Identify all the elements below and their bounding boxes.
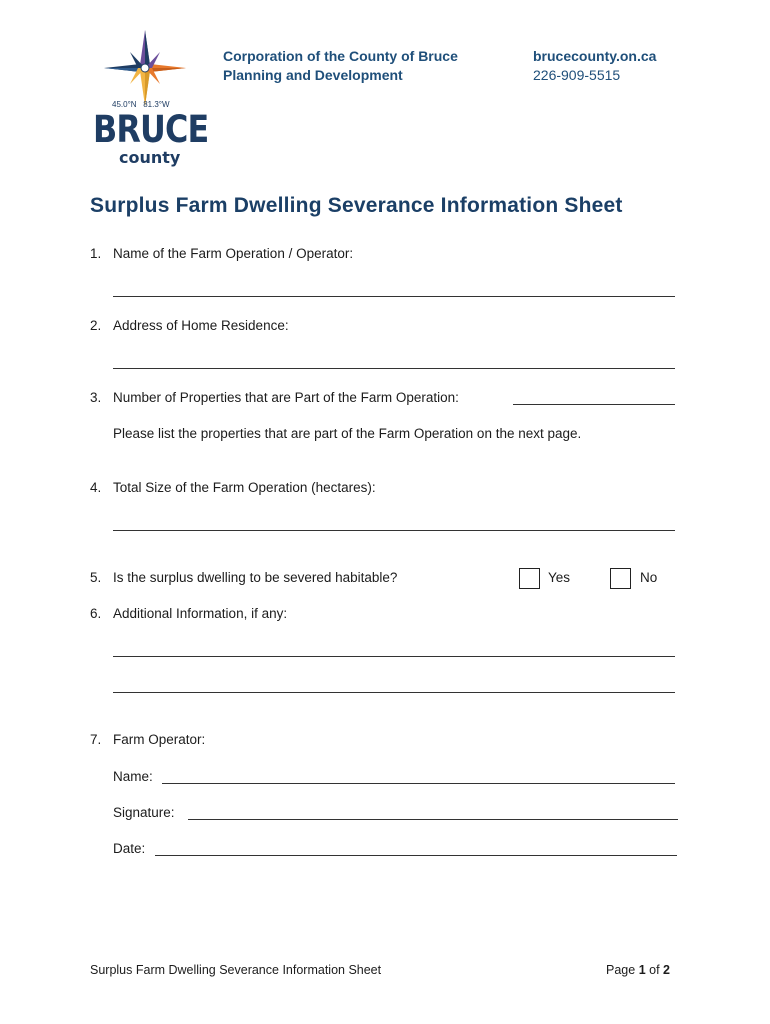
home-address-field[interactable] — [113, 368, 675, 369]
properties-note: Please list the properties that are part of the Farm Operation on the next page. — [113, 426, 582, 441]
logo-subname: county — [119, 148, 181, 167]
signature-field[interactable] — [188, 819, 678, 820]
operator-name-field[interactable] — [162, 783, 675, 784]
question-2 — [90, 318, 289, 333]
signature-label: Signature: — [113, 805, 175, 820]
additional-info-field-2[interactable] — [113, 692, 675, 693]
question-number: 6. — [90, 606, 102, 621]
question-number: 3. — [90, 390, 102, 405]
no-label: No — [640, 570, 658, 585]
page-indicator — [606, 963, 670, 977]
operator-name-label: Name: — [113, 769, 153, 784]
number-of-properties-field[interactable] — [513, 404, 675, 405]
phone-number: 226-909-5515 — [533, 67, 621, 83]
question-number: 7. — [90, 732, 102, 747]
yes-label: Yes — [548, 570, 571, 585]
question-5 — [90, 570, 397, 585]
question-6 — [90, 606, 287, 621]
yes-checkbox[interactable] — [519, 568, 540, 589]
bruce-county-logo — [93, 28, 209, 173]
question-number: 5. — [90, 570, 102, 585]
question-4 — [90, 480, 376, 495]
total-pages: 2 — [663, 963, 670, 977]
current-page: 1 — [638, 963, 646, 977]
question-number: 4. — [90, 480, 102, 495]
question-text: Farm Operator: — [113, 732, 206, 747]
footer-title: Surplus Farm Dwelling Severance Information Sheet — [90, 963, 382, 977]
website-link[interactable]: brucecounty.on.ca — [533, 48, 657, 64]
compass-star-icon — [100, 28, 200, 110]
page-title: Surplus Farm Dwelling Severance Information Sheet — [90, 194, 623, 217]
date-label: Date: — [113, 841, 146, 856]
no-checkbox[interactable] — [610, 568, 631, 589]
organization-name: Corporation of the County of Bruce — [223, 48, 458, 64]
question-text: Number of Properties that are Part of the Farm Operation: — [113, 390, 459, 405]
date-field[interactable] — [155, 855, 677, 856]
question-number: 1. — [90, 246, 102, 261]
question-text: Address of Home Residence: — [113, 318, 289, 333]
question-7 — [90, 732, 205, 747]
page-of: of — [649, 963, 660, 977]
total-size-field[interactable] — [113, 530, 675, 531]
logo-name: BRUCE — [93, 108, 209, 151]
question-text: Total Size of the Farm Operation (hectares): — [113, 480, 376, 495]
contact-block — [533, 47, 656, 85]
question-text: Is the surplus dwelling to be severed habitable? — [113, 570, 398, 585]
farm-operator-name-field[interactable] — [113, 296, 675, 297]
logo-coordinates: 45.0°N 81.3°W — [112, 100, 170, 109]
question-text: Additional Information, if any: — [113, 606, 288, 621]
additional-info-field-1[interactable] — [113, 656, 675, 657]
question-3 — [90, 390, 459, 405]
organization-block — [223, 47, 458, 85]
question-number: 2. — [90, 318, 102, 333]
page-prefix: Page — [606, 963, 636, 977]
question-1 — [90, 246, 353, 261]
department-name: Planning and Development — [223, 67, 403, 83]
question-text: Name of the Farm Operation / Operator: — [113, 246, 354, 261]
